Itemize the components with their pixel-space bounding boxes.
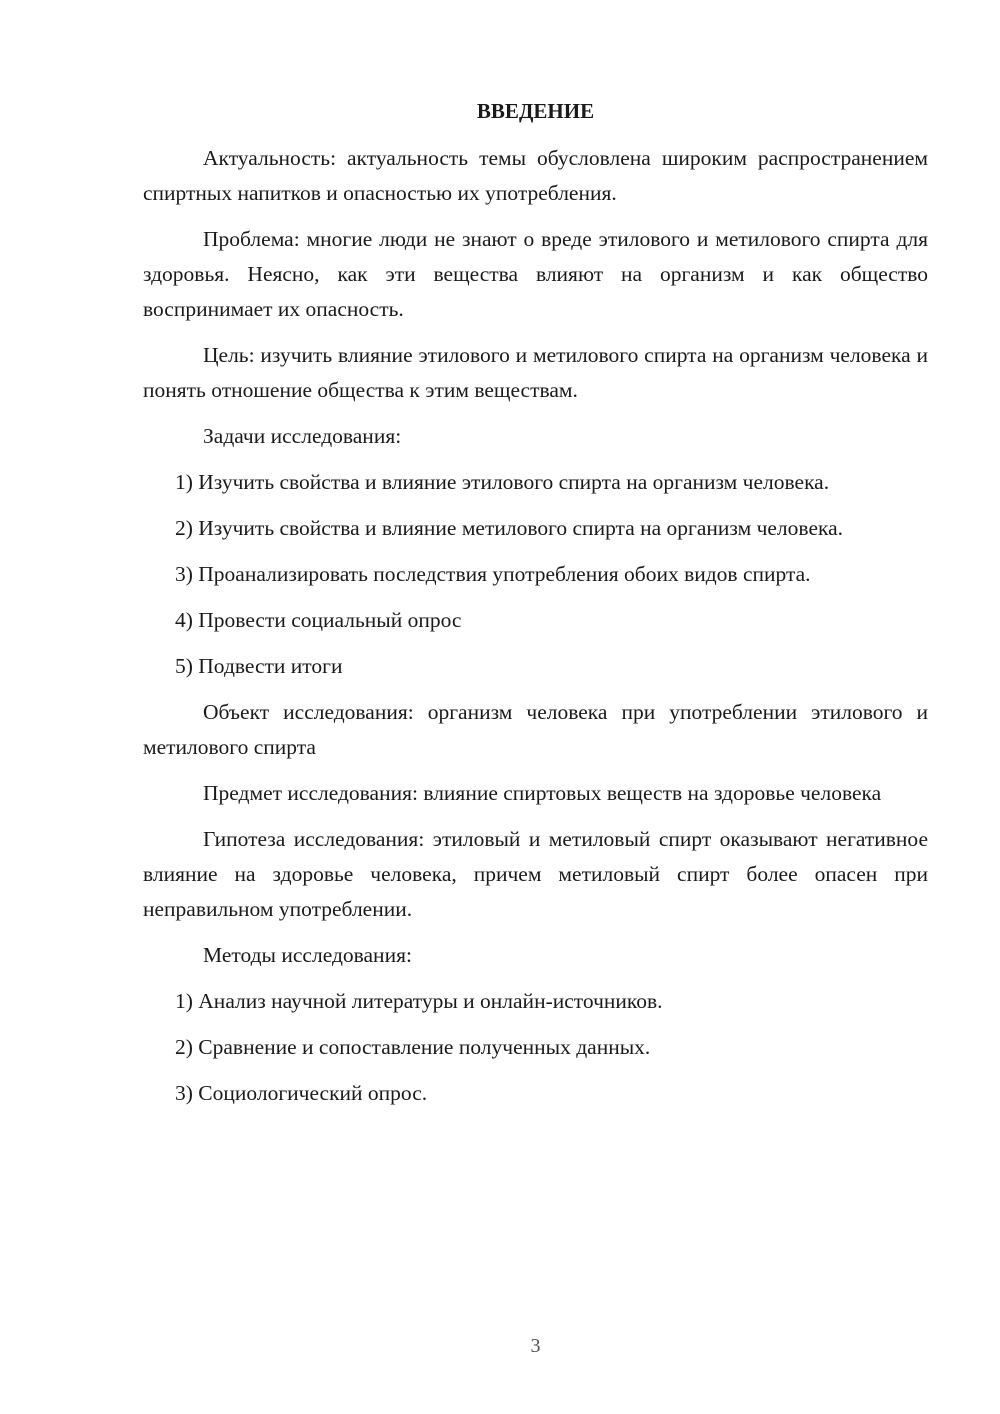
task-item-1: 1) Изучить свойства и влияние этилового спирта на организм человека. (175, 470, 830, 494)
paragraph-object: Объект исследования: организм человека при употреблении этилового и метилового спирта (143, 700, 928, 759)
task-item-5: 5) Подвести итоги (175, 654, 343, 678)
paragraph-goal: Цель: изучить влияние этилового и метилового спирта на организм человека и понять отношение общества к этим веществам. (143, 343, 928, 402)
paragraph-problem: Проблема: многие люди не знают о вреде этилового и метилового спирта для здоровья. Неясно, как эти вещества влияют на организм и как общество воспринимает их опасность. (143, 227, 928, 321)
paragraph-tasks-heading: Задачи исследования: (203, 424, 402, 448)
method-item-1: 1) Анализ научной литературы и онлайн-источников. (175, 989, 663, 1013)
task-item-3: 3) Проанализировать последствия употребления обоих видов спирта. (175, 562, 811, 586)
paragraph-hypothesis: Гипотеза исследования: этиловый и метиловый спирт оказывают негативное влияние на здоровье человека, причем метиловый спирт более опасен при неправильном употреблении. (143, 827, 928, 921)
document-page (143, 0, 928, 1414)
document-body (143, 141, 928, 1122)
method-item-3: 3) Социологический опрос. (175, 1081, 428, 1105)
paragraph-methods-heading: Методы исследования: (203, 943, 412, 967)
task-item-4: 4) Провести социальный опрос (175, 608, 462, 632)
paragraph-subject: Предмет исследования: влияние спиртовых веществ на здоровье человека (203, 781, 882, 805)
paragraph-relevance: Актуальность: актуальность темы обусловлена широким распространением спиртных напитков и опасностью их употребления. (143, 146, 928, 205)
page-number: 3 (530, 1335, 541, 1357)
task-item-2: 2) Изучить свойства и влияние метилового спирта на организм человека. (175, 516, 844, 540)
method-item-2: 2) Сравнение и сопоставление полученных данных. (175, 1035, 651, 1059)
section-title: ВВЕДЕНИЕ (476, 99, 595, 123)
